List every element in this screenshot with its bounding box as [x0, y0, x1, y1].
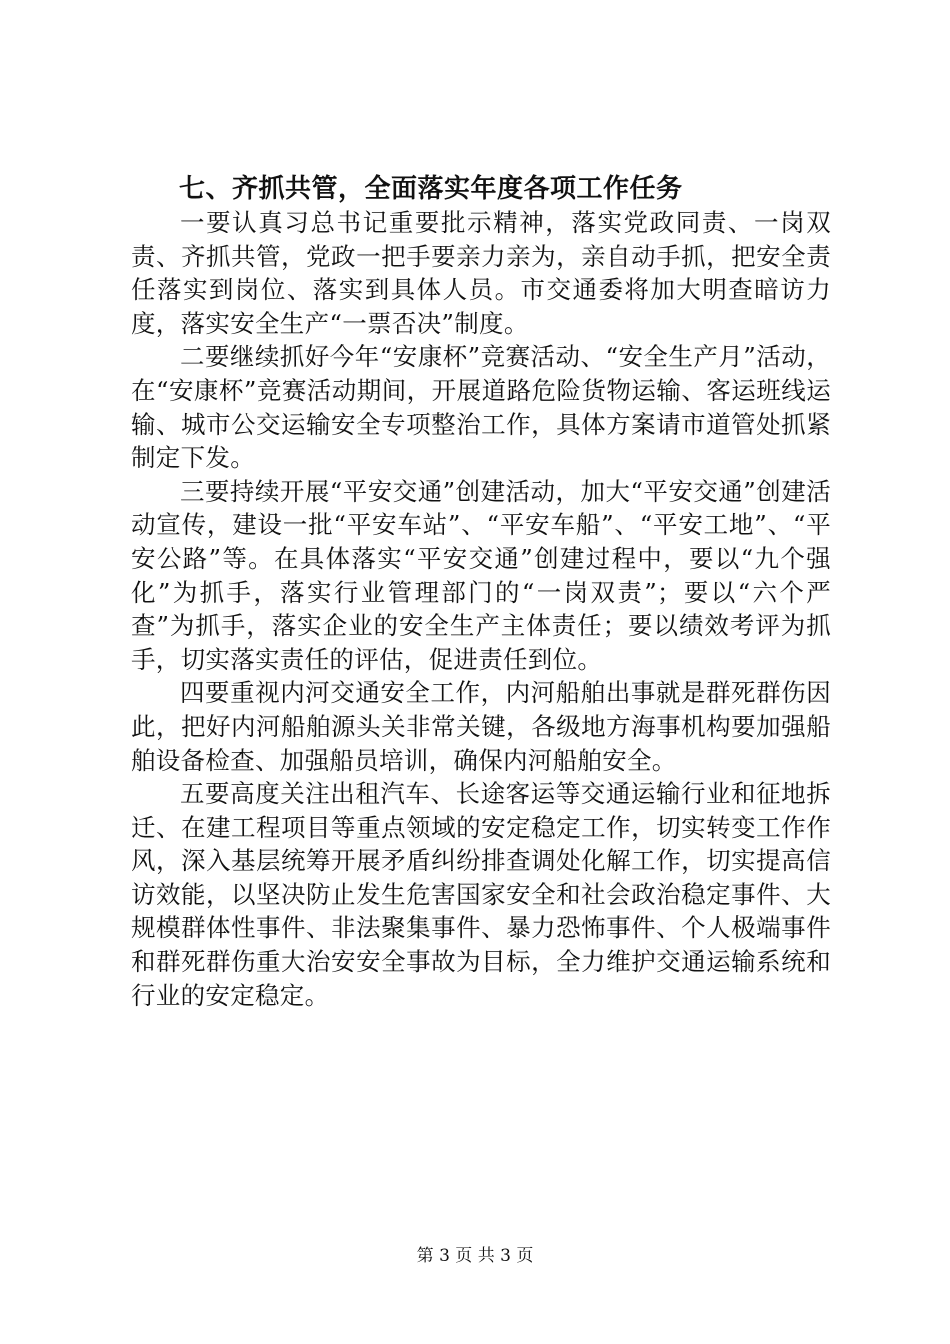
- paragraph-3: 三要持续开展“平安交通”创建活动，加大“平安交通”创建活动宣传，建设一批“平安车站”、“平安车船”、“平安工地”、“平安公路”等。在具体落实“平安交通”创建过程中，要以“九个强化”为抓手，落实行业管理部门的“一岗双责”；要以“六个严查”为抓手，落实企业的安全生产主体责任；要以绩效考评为抓手，切实落实责任的评估，促进责任到位。: [131, 476, 832, 674]
- paragraph-5: 五要高度关注出租汽车、长途客运等交通运输行业和征地拆迁、在建工程项目等重点领域的安定稳定工作，切实转变工作作风，深入基层统筹开展矛盾纠纷排查调处化解工作，切实提高信访效能，以坚决防止发生危害国家安全和社会政治稳定事件、大规模群体性事件、非法聚集事件、暴力恐怖事件、个人极端事件和群死群伤重大治安安全事故为目标，全力维护交通运输系统和行业的安定稳定。: [131, 779, 831, 1010]
- section-heading: 七、齐抓共管，全面落实年度各项工作任务: [179, 174, 683, 204]
- page-number-footer: 第 3 页 共 3 页: [416, 1246, 534, 1266]
- document-body: [131, 173, 831, 1012]
- paragraph-2: 二要继续抓好今年“安康杯”竞赛活动、“安全生产月”活动，在“安康杯”竞赛活动期间，开展道路危险货物运输、客运班线运输、城市公交运输安全专项整治工作，具体方案请市道管处抓紧制定下发。: [131, 342, 831, 473]
- paragraph-1: 一要认真习总书记重要批示精神，落实党政同责、一岗双责、齐抓共管，党政一把手要亲力亲为，亲自动手抓，把安全责任落实到岗位、落实到具体人员。市交通委将加大明查暗访力度，落实安全生产“一票否决”制度。: [131, 208, 831, 338]
- paragraph-4: 四要重视内河交通安全工作，内河船舶出事就是群死群伤因此，把好内河船舶源头关非常关键，各级地方海事机构要加强船舶设备检查、加强船员培训，确保内河船舶安全。: [131, 678, 831, 775]
